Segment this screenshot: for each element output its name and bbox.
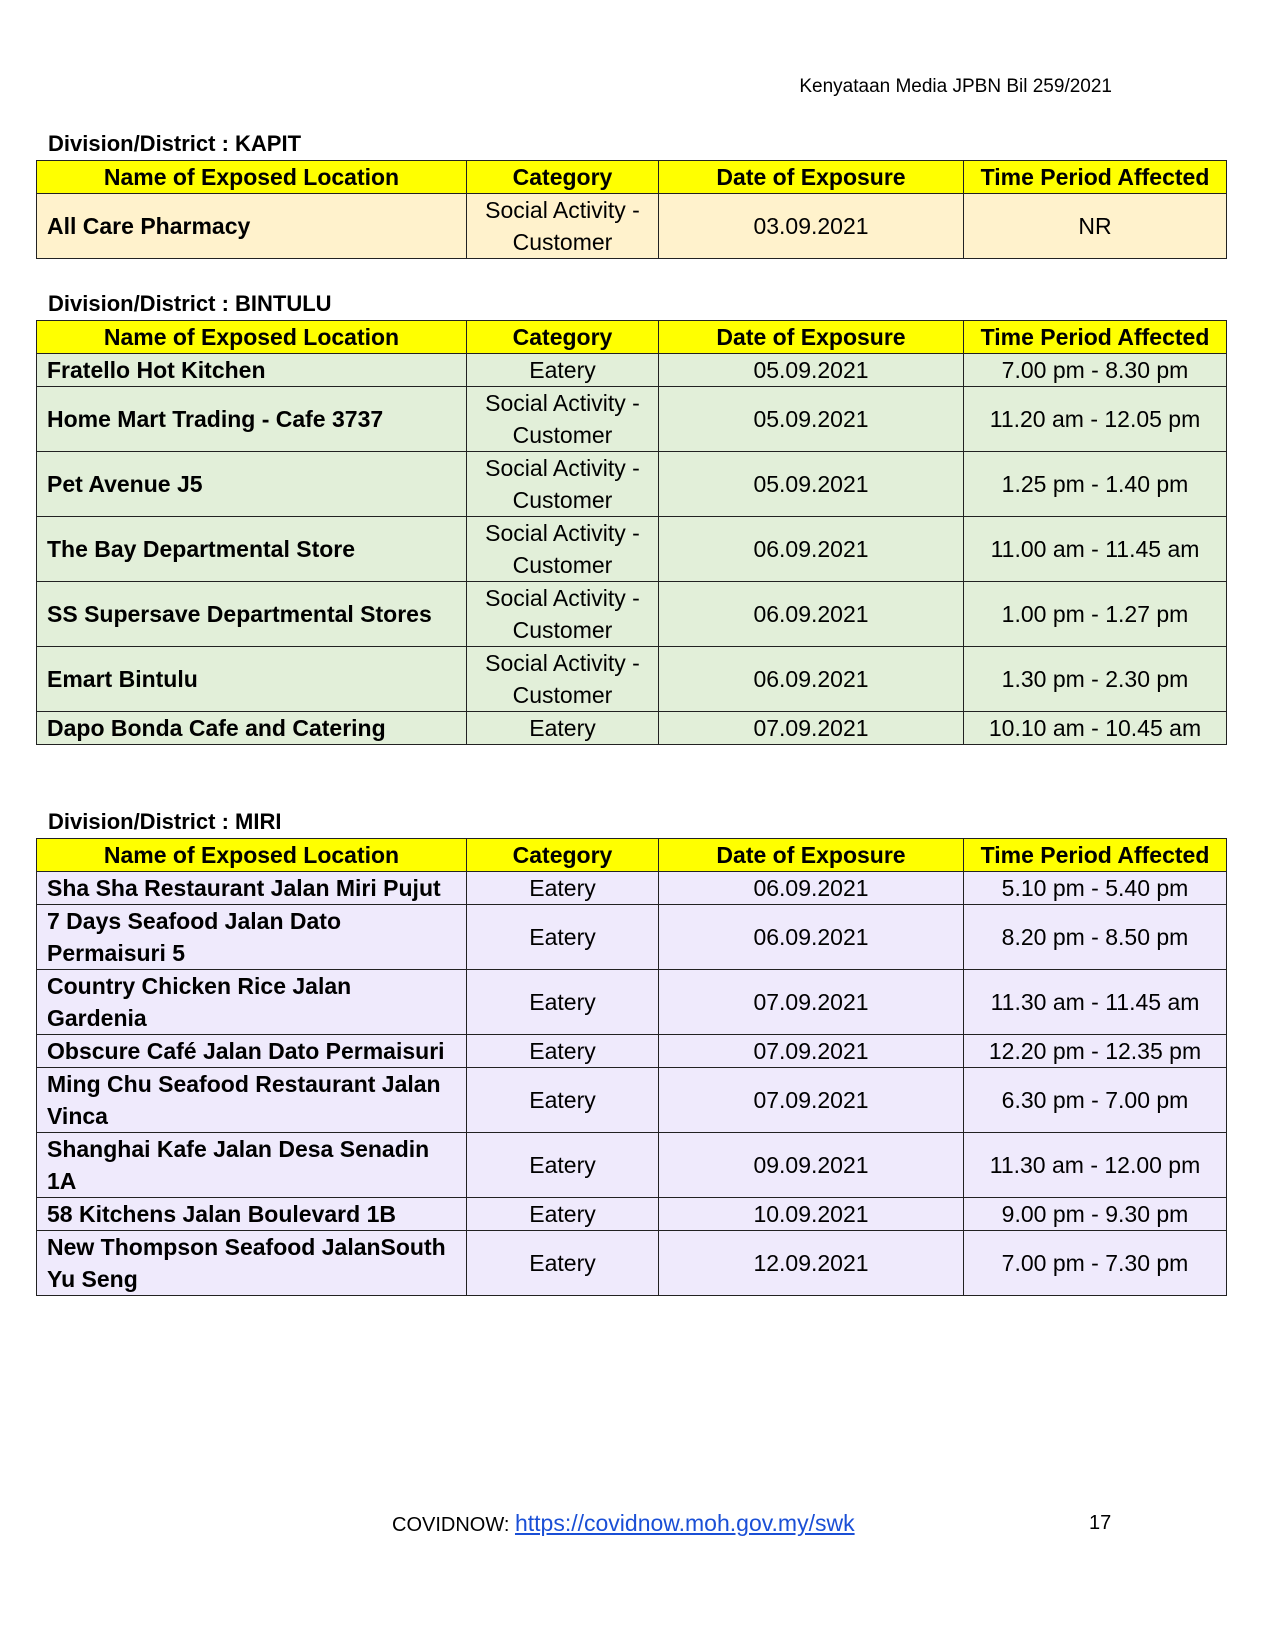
table-row (37, 1133, 1227, 1198)
location-category: Social Activity - Customer (467, 194, 659, 259)
location-category: Eatery (467, 905, 659, 970)
column-header-time: Time Period Affected (964, 839, 1227, 872)
location-name: Emart Bintulu (37, 647, 467, 712)
location-name: 7 Days Seafood Jalan Dato Permaisuri 5 (37, 905, 467, 970)
time-period: 11.20 am - 12.05 pm (964, 387, 1227, 452)
covidnow-link[interactable]: https://covidnow.moh.gov.my/swk (514, 1510, 855, 1536)
column-header-name: Name of Exposed Location (37, 839, 467, 872)
time-period: 8.20 pm - 8.50 pm (964, 905, 1227, 970)
time-period: 11.30 am - 11.45 am (964, 970, 1227, 1035)
section-title: Division/District : KAPIT (48, 131, 302, 156)
time-period: NR (964, 194, 1227, 259)
section-title: Division/District : MIRI (48, 809, 282, 834)
exposure-date: 06.09.2021 (659, 517, 964, 582)
location-name: Shanghai Kafe Jalan Desa Senadin 1A (37, 1133, 467, 1198)
location-name: Dapo Bonda Cafe and Catering (37, 712, 467, 745)
time-period: 11.30 am - 12.00 pm (964, 1133, 1227, 1198)
table-row (37, 1035, 1227, 1068)
location-name: Country Chicken Rice Jalan Gardenia (37, 970, 467, 1035)
exposure-date: 07.09.2021 (659, 970, 964, 1035)
column-header-category: Category (467, 161, 659, 194)
exposure-date: 12.09.2021 (659, 1231, 964, 1296)
table-row (37, 194, 1227, 259)
location-category: Social Activity - Customer (467, 517, 659, 582)
column-header-name: Name of Exposed Location (37, 161, 467, 194)
location-category: Social Activity - Customer (467, 582, 659, 647)
footer-label: COVIDNOW: (392, 1514, 510, 1536)
section-title: Division/District : BINTULU (48, 291, 332, 316)
table-row (37, 872, 1227, 905)
exposure-date: 10.09.2021 (659, 1198, 964, 1231)
time-period: 1.00 pm - 1.27 pm (964, 582, 1227, 647)
location-name: SS Supersave Departmental Stores (37, 582, 467, 647)
time-period: 12.20 pm - 12.35 pm (964, 1035, 1227, 1068)
location-name: Pet Avenue J5 (37, 452, 467, 517)
table-row (37, 387, 1227, 452)
location-category: Eatery (467, 1035, 659, 1068)
exposure-table-bintulu (36, 320, 1227, 745)
table-row (37, 517, 1227, 582)
location-category: Eatery (467, 1231, 659, 1296)
footer (392, 1510, 855, 1537)
exposure-date: 05.09.2021 (659, 387, 964, 452)
location-name: Fratello Hot Kitchen (37, 354, 467, 387)
exposure-date: 07.09.2021 (659, 1068, 964, 1133)
location-category: Eatery (467, 872, 659, 905)
table-row (37, 354, 1227, 387)
exposure-date: 06.09.2021 (659, 872, 964, 905)
time-period: 9.00 pm - 9.30 pm (964, 1198, 1227, 1231)
location-category: Eatery (467, 1133, 659, 1198)
table-header-row (37, 161, 1227, 194)
column-header-time: Time Period Affected (964, 321, 1227, 354)
location-name: Obscure Café Jalan Dato Permaisuri (37, 1035, 467, 1068)
exposure-table-kapit (36, 160, 1227, 259)
location-category: Social Activity - Customer (467, 452, 659, 517)
column-header-date: Date of Exposure (659, 321, 964, 354)
time-period: 10.10 am - 10.45 am (964, 712, 1227, 745)
exposure-date: 06.09.2021 (659, 647, 964, 712)
location-name: Sha Sha Restaurant Jalan Miri Pujut (37, 872, 467, 905)
exposure-table-miri (36, 838, 1227, 1296)
section-bintulu (36, 290, 1226, 745)
exposure-date: 09.09.2021 (659, 1133, 964, 1198)
column-header-date: Date of Exposure (659, 839, 964, 872)
table-row (37, 582, 1227, 647)
exposure-date: 05.09.2021 (659, 354, 964, 387)
location-name: The Bay Departmental Store (37, 517, 467, 582)
time-period: 7.00 pm - 8.30 pm (964, 354, 1227, 387)
table-header-row (37, 321, 1227, 354)
location-category: Eatery (467, 970, 659, 1035)
location-category: Eatery (467, 712, 659, 745)
location-category: Eatery (467, 1198, 659, 1231)
table-row (37, 1231, 1227, 1296)
time-period: 1.25 pm - 1.40 pm (964, 452, 1227, 517)
document-reference: Kenyataan Media JPBN Bil 259/2021 (799, 76, 1112, 97)
table-row (37, 712, 1227, 745)
table-row (37, 1068, 1227, 1133)
time-period: 6.30 pm - 7.00 pm (964, 1068, 1227, 1133)
column-header-time: Time Period Affected (964, 161, 1227, 194)
column-header-name: Name of Exposed Location (37, 321, 467, 354)
location-category: Eatery (467, 1068, 659, 1133)
section-kapit (36, 130, 1226, 259)
section-miri (36, 808, 1226, 1296)
location-category: Eatery (467, 354, 659, 387)
location-name: Ming Chu Seafood Restaurant Jalan Vinca (37, 1068, 467, 1133)
exposure-date: 07.09.2021 (659, 712, 964, 745)
location-category: Social Activity - Customer (467, 387, 659, 452)
exposure-date: 03.09.2021 (659, 194, 964, 259)
table-row (37, 905, 1227, 970)
table-row (37, 970, 1227, 1035)
exposure-date: 05.09.2021 (659, 452, 964, 517)
location-name: 58 Kitchens Jalan Boulevard 1B (37, 1198, 467, 1231)
location-name: Home Mart Trading - Cafe 3737 (37, 387, 467, 452)
exposure-date: 07.09.2021 (659, 1035, 964, 1068)
time-period: 1.30 pm - 2.30 pm (964, 647, 1227, 712)
exposure-date: 06.09.2021 (659, 905, 964, 970)
time-period: 11.00 am - 11.45 am (964, 517, 1227, 582)
time-period: 5.10 pm - 5.40 pm (964, 872, 1227, 905)
time-period: 7.00 pm - 7.30 pm (964, 1231, 1227, 1296)
column-header-date: Date of Exposure (659, 161, 964, 194)
location-category: Social Activity - Customer (467, 647, 659, 712)
table-row (37, 1198, 1227, 1231)
exposure-date: 06.09.2021 (659, 582, 964, 647)
table-header-row (37, 839, 1227, 872)
location-name: All Care Pharmacy (37, 194, 467, 259)
page-number: 17 (1089, 1512, 1112, 1534)
location-name: New Thompson Seafood JalanSouth Yu Seng (37, 1231, 467, 1296)
table-row (37, 647, 1227, 712)
column-header-category: Category (467, 321, 659, 354)
table-row (37, 452, 1227, 517)
column-header-category: Category (467, 839, 659, 872)
